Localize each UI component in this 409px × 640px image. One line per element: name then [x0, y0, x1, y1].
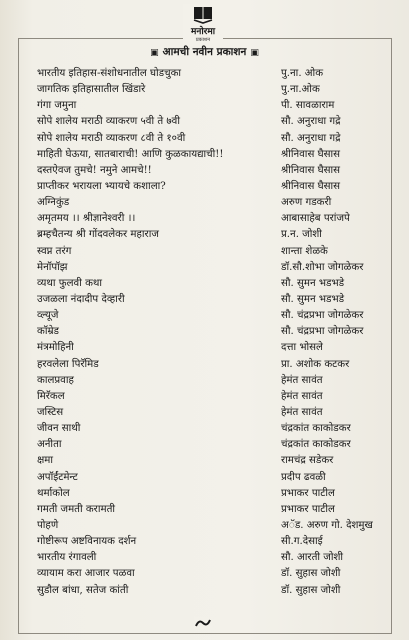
book-author: सौ. सुमन भडभडे	[281, 294, 345, 306]
book-entry	[37, 64, 393, 80]
book-entry	[37, 322, 393, 338]
book-author: पी. सावळाराम	[281, 100, 335, 112]
book-icon: ▣	[150, 48, 159, 58]
book-author: अॅड. अरुण गो. देशमुख	[281, 520, 373, 531]
book-title: अग्निकुंड	[37, 197, 70, 209]
book-entry	[37, 500, 393, 516]
book-entry	[37, 225, 393, 241]
book-entry	[37, 145, 393, 161]
book-title: मिरॅकल	[37, 390, 65, 402]
book-entry	[37, 451, 393, 467]
book-title: दस्तऐवज तुमचे! नमुने आमचे!!	[37, 164, 152, 176]
book-entry	[37, 355, 393, 371]
book-entry	[37, 581, 393, 597]
book-title: व्यथा फुलवी कथा	[37, 277, 103, 289]
book-author: डॉ. सुहास जोशी	[281, 584, 341, 596]
book-title: गोष्टीरूप अष्टविनायक दर्शन	[37, 536, 137, 548]
publisher-name: मनोरमा	[190, 27, 216, 37]
book-title: भारतीय रंगावली	[37, 552, 97, 564]
book-title: थर्माकोल	[37, 487, 70, 499]
book-author: प्र.न. जोशी	[281, 229, 322, 241]
book-entry	[37, 548, 393, 564]
publisher-subtitle: प्रकाशन	[195, 37, 211, 43]
publisher-mark-icon	[194, 617, 212, 629]
book-author: डॉ.सौ.शोभा जोगळेकर	[281, 261, 364, 273]
book-title: गमती जमती करामती	[37, 503, 116, 515]
book-author: आबासाहेब परांजपे	[281, 213, 350, 225]
book-title: कॉम्रेड	[37, 326, 60, 338]
book-title: मेनॉपॉझ	[37, 261, 68, 273]
book-author: चंद्रकांत काकोडकर	[281, 423, 351, 435]
book-entry	[37, 532, 393, 548]
page-heading	[0, 46, 409, 59]
open-book-icon	[192, 4, 214, 26]
book-author: प्रदीप ढवळी	[281, 471, 326, 483]
book-entry	[37, 419, 393, 435]
book-author: सौ. चंद्रप्रभा जोगळेकर	[281, 310, 364, 322]
book-author: सौ. अनुराधा गद्रे	[281, 116, 341, 128]
book-author: डॉ. सुहास जोशी	[281, 568, 341, 580]
book-entry	[37, 129, 393, 145]
book-author: चंद्रकांत काकोडकर	[281, 439, 351, 451]
book-title: सुडौल बांधा, सतेज कांती	[37, 584, 129, 596]
book-entry	[37, 96, 393, 112]
book-list	[37, 64, 393, 597]
book-title: व्ल्यूजे	[37, 310, 59, 322]
book-title: हरवलेला पिरॅमिड	[37, 358, 99, 370]
book-entry	[37, 161, 393, 177]
book-author: दत्ता भोसले	[281, 342, 323, 354]
book-entry	[37, 306, 393, 322]
book-author: सौ. सुमन भडभडे	[281, 277, 345, 289]
book-title: मंत्रमोहिनी	[37, 342, 74, 354]
book-author: हेमंत सावंत	[281, 407, 323, 419]
book-entry	[37, 403, 393, 419]
book-title: कालप्रवाह	[37, 374, 74, 386]
book-title: अमृतमय ।। श्रीज्ञानेश्वरी ।।	[37, 213, 136, 225]
book-title: पोहणे	[37, 520, 59, 531]
book-title: सोपे शालेय मराठी व्याकरण ८वी ते १०वी	[37, 132, 186, 144]
book-entry	[37, 468, 393, 484]
book-author: प्रा. अशोक कटकर	[281, 358, 350, 370]
book-author: शान्ता शेळके	[281, 245, 328, 257]
book-author: श्रीनिवास घैसास	[281, 164, 341, 176]
book-title: जस्टिस	[37, 407, 64, 419]
book-title: क्षमा	[37, 455, 54, 467]
book-author: श्रीनिवास घैसास	[281, 148, 341, 160]
book-title: ब्रम्हचैतन्य श्री गोंदवलेकर महाराज	[37, 229, 159, 241]
book-author: पु.ना. ओक	[281, 68, 324, 80]
book-author: सौ. अनुराधा गद्रे	[281, 132, 341, 144]
book-entry	[37, 435, 393, 451]
book-author: सी.ग.देसाई	[281, 536, 323, 548]
book-entry	[37, 564, 393, 580]
book-entry	[37, 387, 393, 403]
book-title: उजळला नंदादीप देव्हारी	[37, 294, 125, 306]
book-author: सौ. चंद्रप्रभा जोगळेकर	[281, 326, 364, 338]
book-author: हेमंत सावंत	[281, 374, 323, 386]
book-author: रामचंद्र सडेकर	[281, 455, 334, 467]
book-title: अपॉईंटमेन्ट	[37, 471, 78, 483]
book-entry	[37, 516, 393, 532]
book-author: प्रभाकर पाटील	[281, 487, 335, 499]
book-entry	[37, 274, 393, 290]
book-title: सोपे शालेय मराठी व्याकरण ५वी ते ७वी	[37, 116, 180, 128]
publisher-logo	[183, 4, 223, 46]
book-author: हेमंत सावंत	[281, 390, 323, 402]
book-entry	[37, 112, 393, 128]
book-entry	[37, 177, 393, 193]
book-entry	[37, 484, 393, 500]
heading-text: आमची नवीन प्रकाशन	[162, 46, 247, 58]
book-title: गंगा जमुना	[37, 100, 77, 112]
book-title: जीवन साथी	[37, 423, 81, 435]
book-title: स्वप्न तरंग	[37, 245, 72, 257]
book-title: व्यायाम करा आजार पळवा	[37, 568, 135, 580]
book-entry	[37, 290, 393, 306]
book-title: भारतीय इतिहास-संशोधनातील घोडचुका	[37, 68, 182, 80]
book-entry	[37, 258, 393, 274]
book-entry	[37, 193, 393, 209]
book-author: अरुण गडकरी	[281, 197, 332, 209]
book-title: अनीता	[37, 439, 62, 451]
book-author: श्रीनिवास घैसास	[281, 181, 341, 193]
book-author: पु.ना.ओक	[281, 84, 320, 96]
book-title: माहिती घेऊया, सातबाराची! आणि कुळकायद्याची!!	[37, 148, 224, 160]
book-author: प्रभाकर पाटील	[281, 503, 335, 515]
book-entry	[37, 209, 393, 225]
book-entry	[37, 242, 393, 258]
book-icon: ▣	[250, 48, 259, 58]
book-title: जागतिक इतिहासातील खिंडारे	[37, 84, 146, 96]
book-entry	[37, 338, 393, 354]
book-entry	[37, 80, 393, 96]
book-entry	[37, 371, 393, 387]
book-title: प्राप्तीकर भरायला भ्यायचे कशाला?	[37, 181, 166, 193]
book-author: सौ. आरती जोशी	[281, 552, 344, 564]
